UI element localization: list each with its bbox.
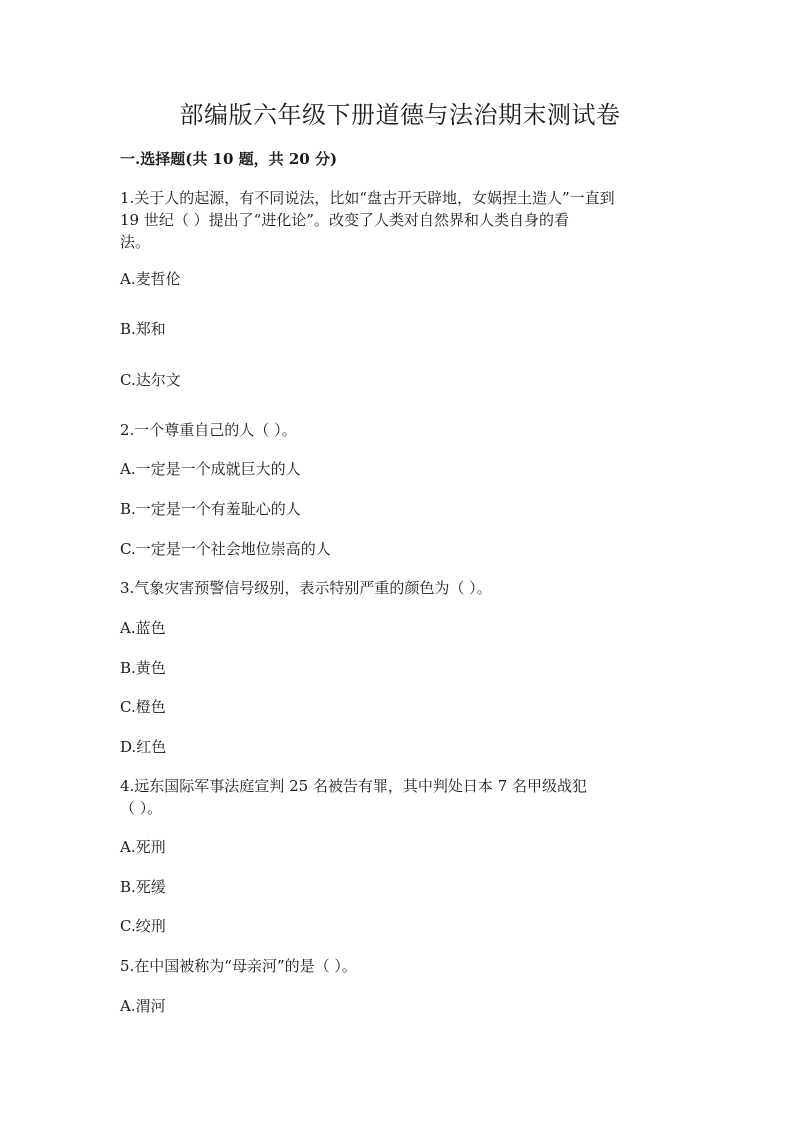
answer-option: C.橙色 [120, 698, 166, 716]
question-stem-line: 法。 [120, 233, 151, 251]
question-stem-line: 4.远东国际军事法庭宣判 25 名被告有罪，其中判处日本 7 名甲级战犯 [120, 777, 588, 795]
question-stem-line: 5.在中国被称为“母亲河”的是（ ）。 [120, 957, 357, 975]
answer-option: A.一定是一个成就巨大的人 [120, 460, 301, 478]
answer-option: A.渭河 [120, 997, 166, 1015]
answer-option: A.死刑 [120, 838, 166, 856]
section-heading: 一.选择题(共 10 题，共 20 分) [120, 150, 338, 168]
answer-option: A.麦哲伦 [120, 270, 181, 288]
answer-option: B.一定是一个有羞耻心的人 [120, 500, 301, 518]
question-stem-line: 3.气象灾害预警信号级别，表示特别严重的颜色为（ ）。 [120, 579, 492, 597]
answer-option: C.一定是一个社会地位崇高的人 [120, 540, 331, 558]
answer-option: D.红色 [120, 738, 167, 756]
question-stem-line: （ ）。 [120, 799, 163, 817]
answer-option: B.黄色 [120, 659, 166, 677]
question-stem-line: 2.一个尊重自己的人（ ）。 [120, 421, 297, 439]
answer-option: B.郑和 [120, 320, 166, 338]
question-stem-line: 19 世纪（ ）提出了“进化论”。改变了人类对自然界和人类自身的看 [120, 211, 569, 229]
answer-option: C.绞刑 [120, 917, 166, 935]
answer-option: A.蓝色 [120, 619, 166, 637]
answer-option: C.达尔文 [120, 371, 181, 389]
page-title: 部编版六年级下册道德与法治期末测试卷 [179, 101, 621, 129]
question-stem-line: 1.关于人的起源，有不同说法，比如“盘古开天辟地，女娲捏土造人”一直到 [120, 189, 615, 207]
answer-option: B.死缓 [120, 878, 166, 896]
